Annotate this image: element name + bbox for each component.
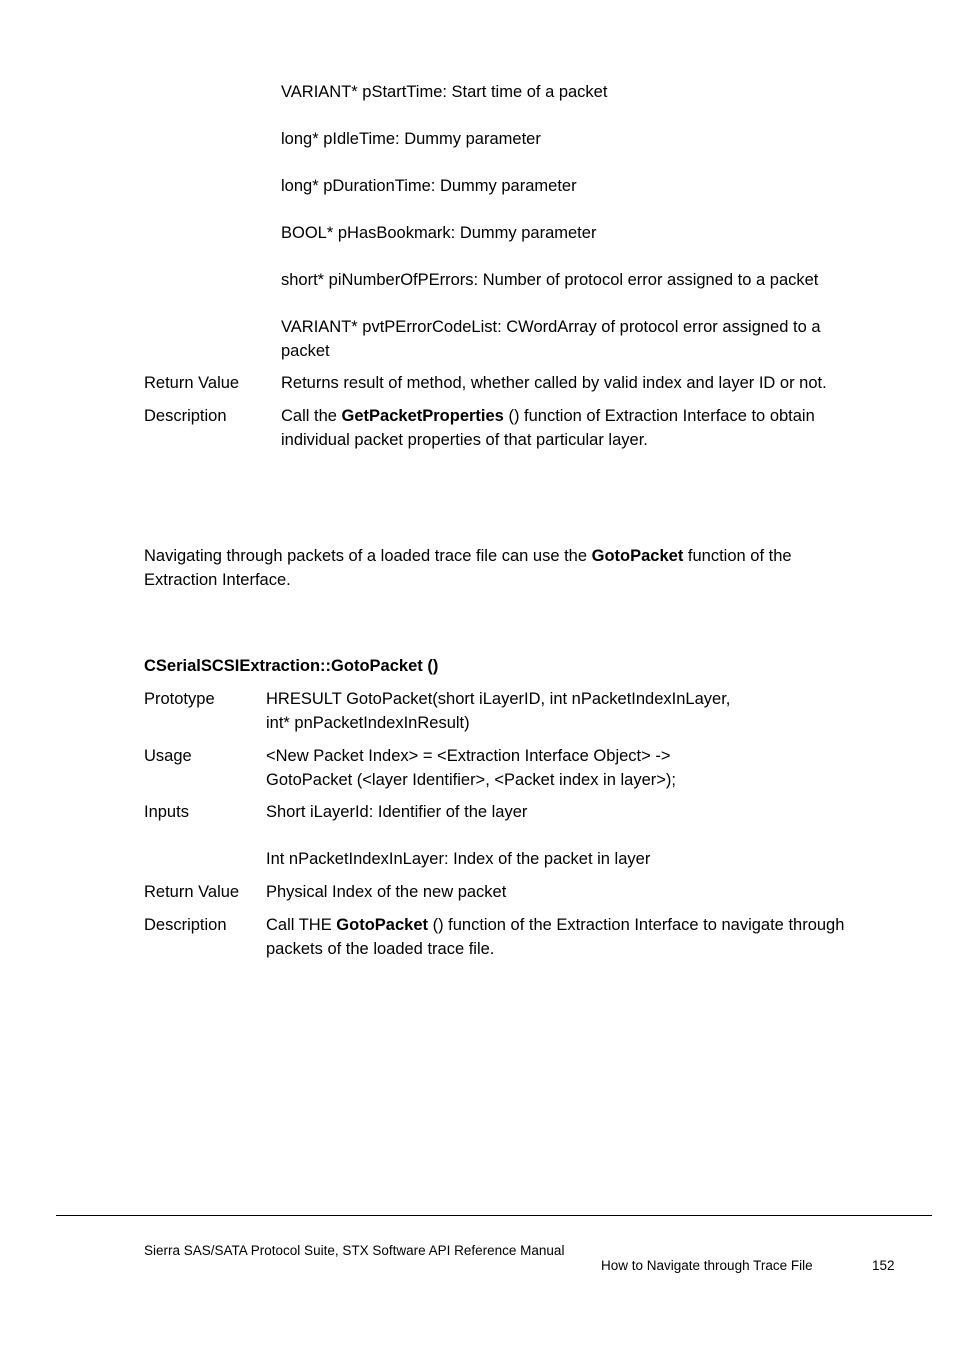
param-error-code-list: VARIANT* pvtPErrorCodeList: CWordArray of protocol error assigned to a packet <box>281 318 821 360</box>
param-has-bookmark: BOOL* pHasBookmark: Dummy parameter <box>281 224 597 242</box>
footer-manual-title: Sierra SAS/SATA Protocol Suite, STX Software API Reference Manual <box>144 1243 565 1258</box>
inputs-label: Inputs <box>144 803 189 821</box>
prototype-line-1: HRESULT GotoPacket(short iLayerID, int nPacketIndexInLayer, <box>266 690 731 708</box>
footer-page-number: 152 <box>872 1258 895 1273</box>
intro-paragraph: Navigating through packets of a loaded trace file can use the GotoPacket function of the Extraction Interface. <box>144 547 792 589</box>
description-label: Description <box>144 916 227 934</box>
usage-label: Usage <box>144 747 192 765</box>
description-text: Call THE GotoPacket () function of the Extraction Interface to navigate through packets of the loaded trace file. <box>266 916 845 958</box>
function-name: GotoPacket <box>336 916 428 934</box>
return-value-text: Returns result of method, whether called by valid index and layer ID or not. <box>281 374 827 392</box>
description-label: Description <box>144 407 227 425</box>
footer-chapter-title: How to Navigate through Trace File <box>601 1258 813 1273</box>
usage-line-2: GotoPacket (<layer Identifier>, <Packet index in layer>); <box>266 771 676 789</box>
prototype-line-2: int* pnPacketIndexInResult) <box>266 714 470 732</box>
input-packet-index: Int nPacketIndexInLayer: Index of the packet in layer <box>266 850 651 868</box>
description-text: Call the GetPacketProperties () function of Extraction Interface to obtain individual packet properties of that particular layer. <box>281 407 815 449</box>
section-heading: CSerialSCSIExtraction::GotoPacket () <box>144 657 439 675</box>
param-number-of-errors: short* piNumberOfPErrors: Number of protocol error assigned to a packet <box>281 271 819 289</box>
input-layer-id: Short iLayerId: Identifier of the layer <box>266 803 528 821</box>
param-start-time: VARIANT* pStartTime: Start time of a packet <box>281 83 608 101</box>
param-idle-time: long* pIdleTime: Dummy parameter <box>281 130 541 148</box>
return-value-label: Return Value <box>144 374 240 392</box>
param-duration-time: long* pDurationTime: Dummy parameter <box>281 177 577 195</box>
return-value-label: Return Value <box>144 883 240 901</box>
function-name: GotoPacket <box>591 547 684 565</box>
return-value-text: Physical Index of the new packet <box>266 883 507 901</box>
usage-line-1: <New Packet Index> = <Extraction Interface Object> -> <box>266 747 671 765</box>
prototype-label: Prototype <box>144 690 215 708</box>
footer-divider <box>56 1215 932 1216</box>
function-name: GetPacketProperties <box>341 407 504 425</box>
